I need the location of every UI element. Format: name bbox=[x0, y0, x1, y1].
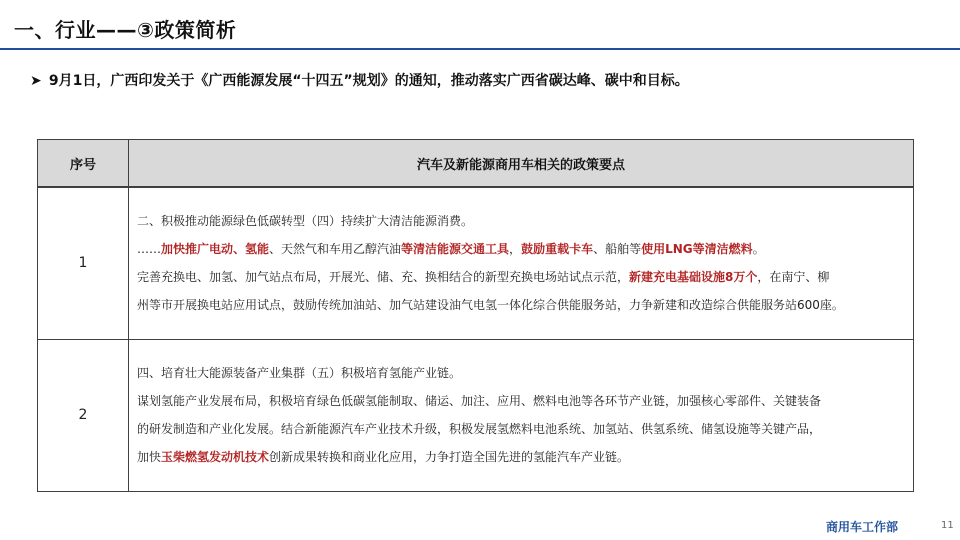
content-line bbox=[137, 387, 913, 415]
text-segment: ， bbox=[509, 242, 522, 257]
text-segment: 二、积极推动能源绿色低碳转型（四）持续扩大清洁能源消费。 bbox=[137, 214, 474, 229]
text-segment: 、天然气和车用乙醇汽油 bbox=[269, 242, 402, 257]
summary-bullet bbox=[30, 70, 689, 90]
highlight-segment: 等清洁能源交通工具 bbox=[401, 242, 510, 257]
highlight-segment: 鼓励重载卡车 bbox=[521, 242, 594, 257]
table-row bbox=[38, 339, 914, 491]
text-segment: 、船舶等 bbox=[593, 242, 642, 257]
text-segment: …… bbox=[137, 242, 161, 257]
highlight-segment: 新建充电基础设施8万个 bbox=[629, 270, 758, 285]
header-index: 序号 bbox=[38, 140, 129, 188]
header-policy-points: 汽车及新能源商用车相关的政策要点 bbox=[129, 140, 914, 188]
content-line bbox=[137, 235, 913, 263]
text-segment: ，在南宁、柳 bbox=[757, 270, 830, 285]
content-line bbox=[137, 359, 913, 387]
text-segment: 四、培育壮大能源装备产业集群（五）积极培育氢能产业链。 bbox=[137, 366, 462, 380]
page-title: 一、行业——③政策简析 bbox=[14, 18, 237, 42]
text-segment: 的研发制造和产业化发展。结合新能源汽车产业技术升级，积极发展氢燃料电池系统、加氢站、供氢系统、储氢设施等关键产品， bbox=[137, 422, 822, 436]
department-label: 商用车工作部 bbox=[826, 520, 899, 534]
content-line bbox=[137, 443, 913, 471]
title-divider bbox=[0, 48, 960, 50]
row-content bbox=[129, 187, 914, 339]
policy-table bbox=[37, 139, 914, 492]
content-line bbox=[137, 291, 913, 319]
text-segment: 加快 bbox=[137, 450, 162, 464]
summary-text: 9月1日，广西印发关于《广西能源发展“十四五”规划》的通知，推动落实广西省碳达峰、碳中和目标。 bbox=[48, 73, 689, 89]
row-number: 2 bbox=[38, 339, 129, 491]
row-number: 1 bbox=[38, 187, 129, 339]
highlight-segment: 玉柴燃氢发动机技术 bbox=[161, 450, 270, 464]
content-line bbox=[137, 207, 913, 235]
row-content bbox=[129, 339, 914, 491]
content-line bbox=[137, 415, 913, 443]
table-row bbox=[38, 187, 914, 339]
table-header-row bbox=[38, 140, 914, 188]
text-segment: 创新成果转换和商业化应用，力争打造全国先进的氢能汽车产业链。 bbox=[269, 450, 630, 464]
text-segment: 州等市开展换电站应用试点，鼓励传统加油站、加气站建设油气电氢一体化综合供能服务站，力争新建和改造综合供能服务站600座。 bbox=[137, 298, 844, 313]
page-number: 11 bbox=[941, 520, 954, 531]
highlight-segment: 加快推广电动、氢能 bbox=[161, 242, 270, 257]
arrow-right-icon: ➤ bbox=[30, 73, 42, 89]
text-segment: 完善充换电、加氢、加气站点布局，开展光、储、充、换相结合的新型充换电场站试点示范， bbox=[137, 270, 630, 285]
highlight-segment: 使用LNG等清洁燃料 bbox=[641, 242, 753, 257]
content-line bbox=[137, 263, 913, 291]
text-segment: 谋划氢能产业发展布局，积极培育绿色低碳氢能制取、储运、加注、应用、燃料电池等各环节产业链，加强核心零部件、关键装备 bbox=[137, 394, 822, 408]
text-segment: 。 bbox=[752, 242, 765, 257]
